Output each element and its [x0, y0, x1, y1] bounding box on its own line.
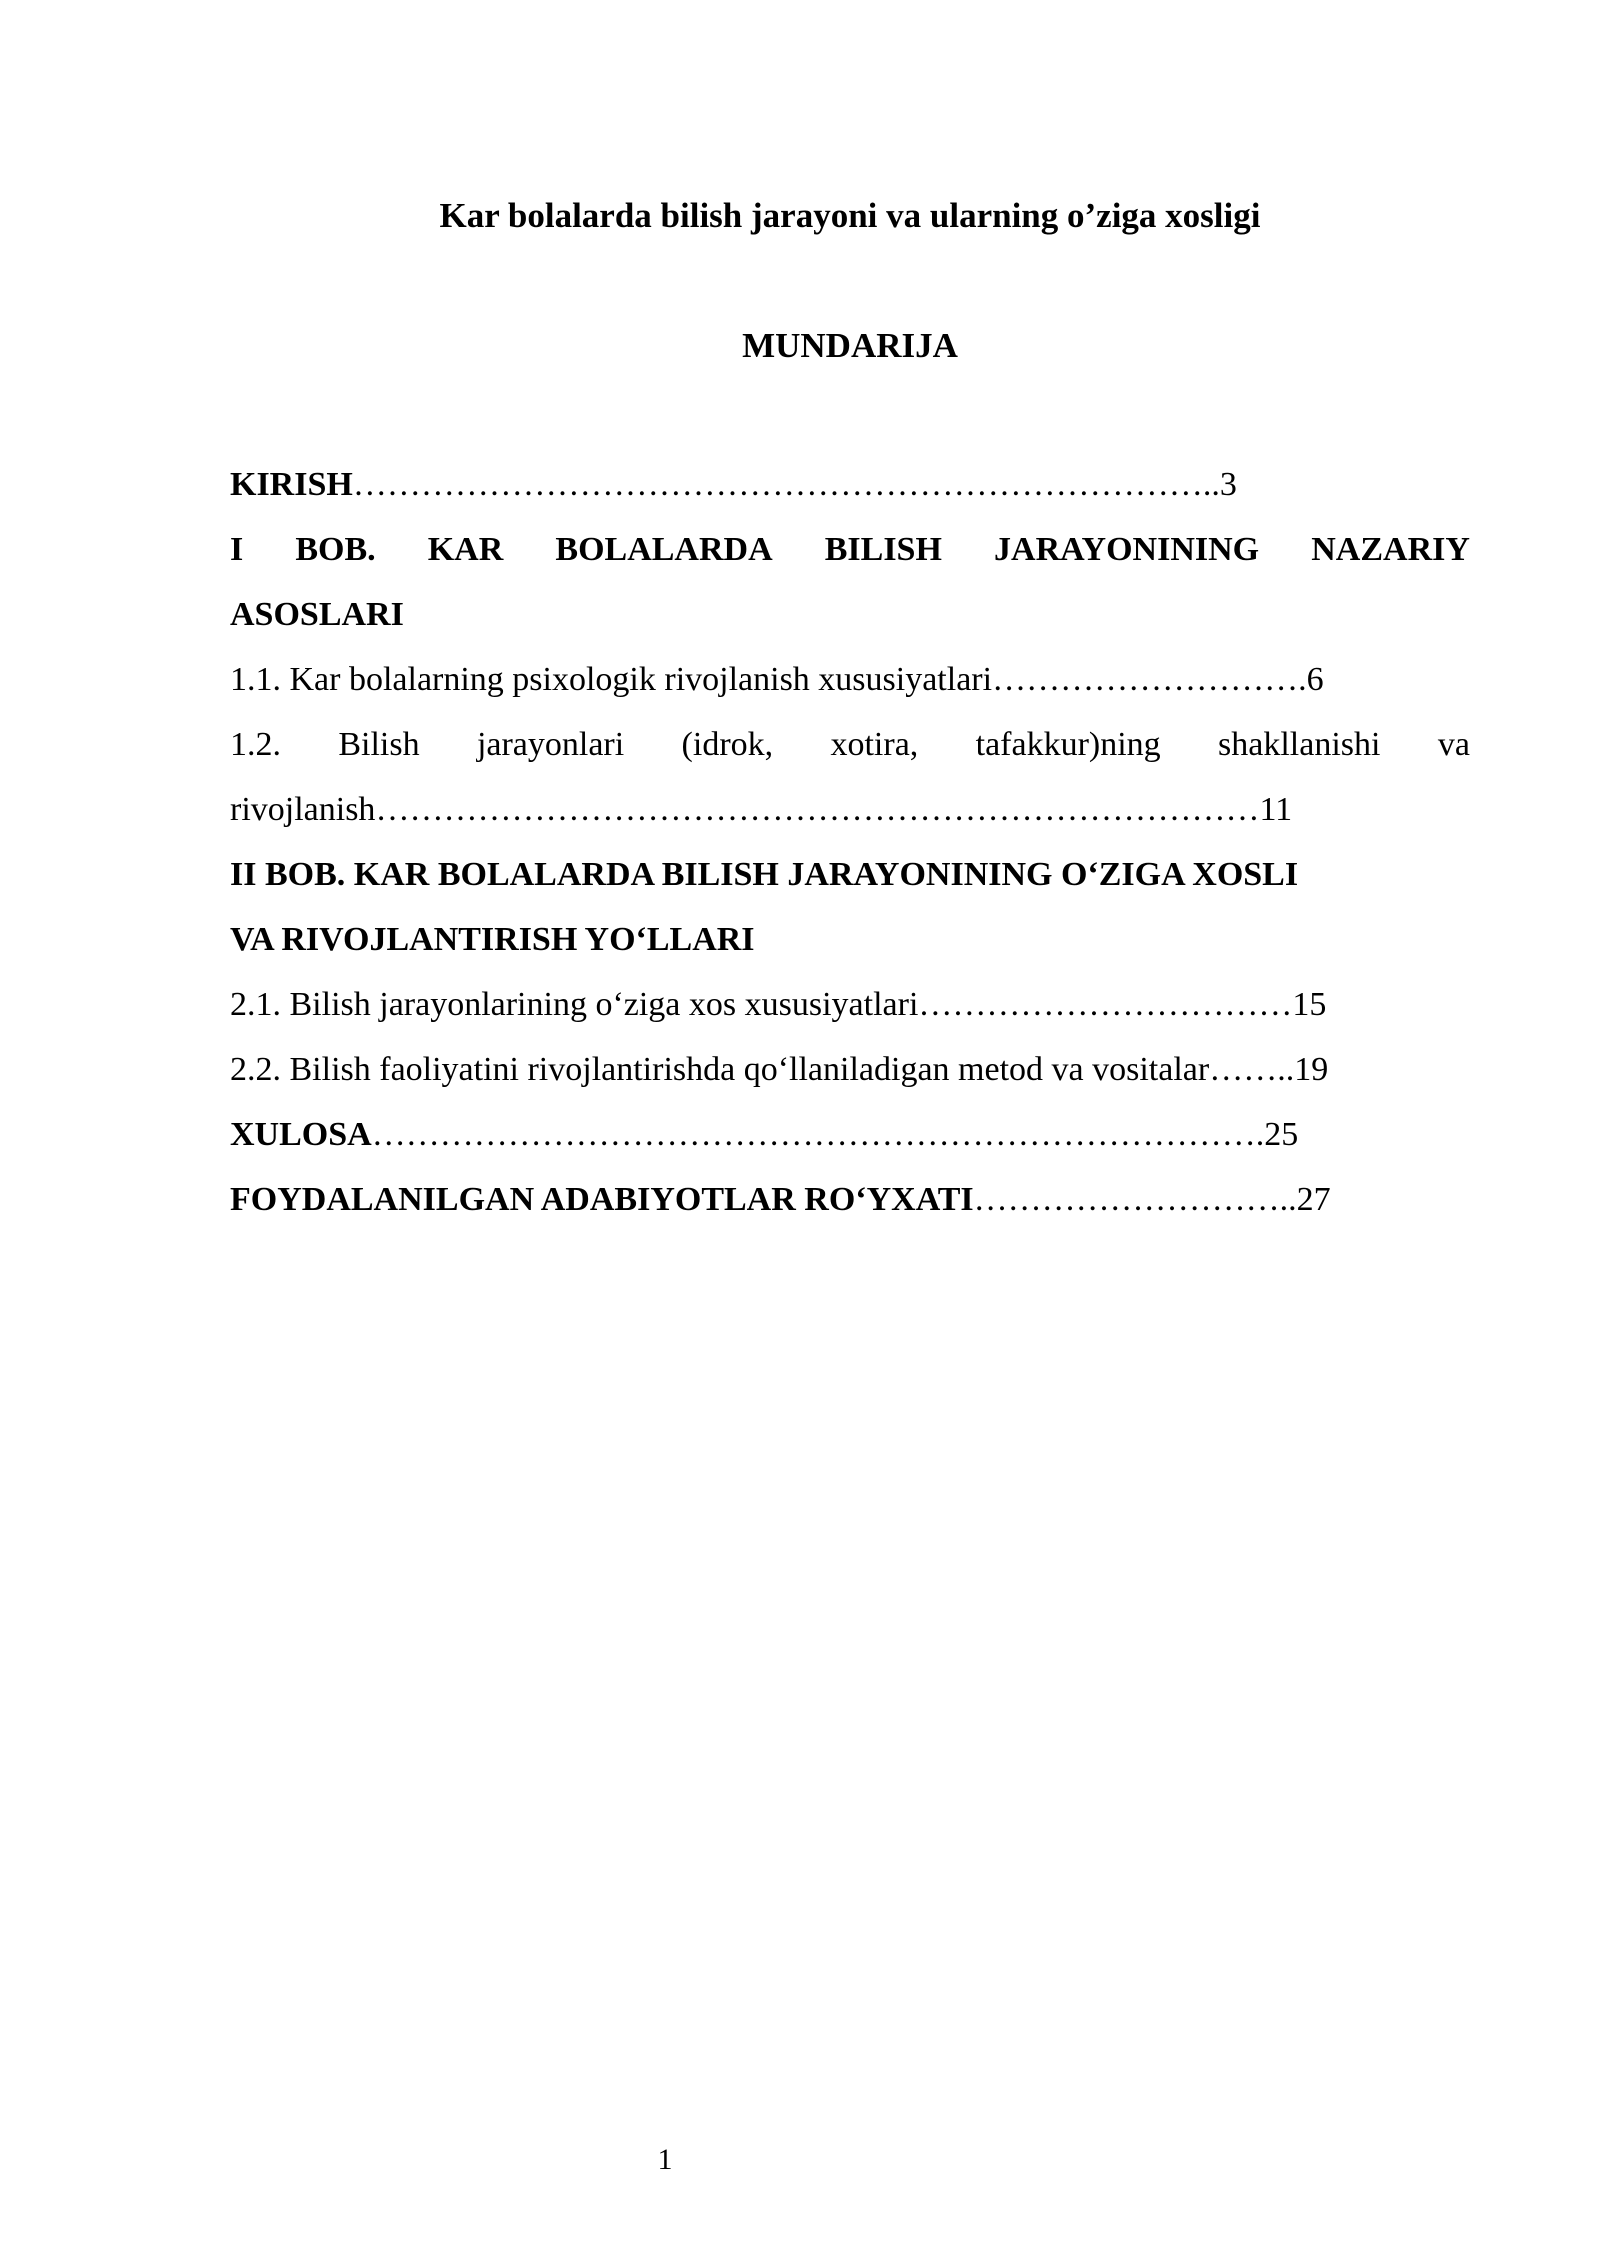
toc-leader-dots: ……………………………	[918, 986, 1293, 1023]
toc-entry-section-2-1[interactable]	[230, 972, 1470, 1037]
toc-leader-dots: ……………………….	[992, 661, 1307, 698]
toc-entry-chapter-2-continued[interactable]	[230, 907, 1470, 972]
toc-entry-section-1-2-continued[interactable]	[230, 777, 1470, 842]
toc-word: tafakkur)ning	[975, 726, 1161, 763]
toc-entry-section-1-1[interactable]	[230, 647, 1470, 712]
toc-entry-section-1-2[interactable]	[230, 712, 1470, 777]
toc-word: 1.2.	[230, 726, 281, 763]
toc-page-number: 6	[1306, 661, 1324, 698]
toc-word: BILISH	[824, 531, 942, 568]
toc-entry-section-2-2[interactable]	[230, 1037, 1470, 1102]
toc-word: BOB.	[295, 531, 376, 568]
toc-entry-label: 1.1. Kar bolalarning psixologik rivojlanish xususiyatlari	[230, 661, 993, 698]
toc-word: I	[230, 531, 244, 568]
toc-entry-chapter-1-continued[interactable]	[230, 582, 1470, 647]
toc-word: (idrok,	[681, 726, 774, 763]
toc-leader-dots: ……………………………………………………………………	[375, 791, 1260, 828]
toc-entry-references[interactable]	[230, 1167, 1470, 1232]
table-of-contents	[230, 452, 1470, 1232]
toc-page-number: 15	[1292, 986, 1327, 1023]
toc-page-number: 11	[1259, 791, 1293, 828]
toc-heading: MUNDARIJA	[742, 326, 958, 365]
toc-word: JARAYONINING	[994, 531, 1260, 568]
toc-entry-label: 2.2. Bilish faoliyatini rivojlantirishda qo‘llaniladigan metod va vositalar	[230, 1051, 1210, 1088]
toc-page-number: 3	[1219, 466, 1237, 503]
toc-entry-label: KIRISH	[230, 466, 353, 503]
toc-word: shakllanishi	[1218, 726, 1381, 763]
toc-word: KAR	[427, 531, 504, 568]
toc-leader-dots: ……..	[1209, 1051, 1295, 1088]
document-title: Kar bolalarda bilish jarayoni va ularning o’ziga xosligi	[439, 196, 1261, 235]
toc-page-number: 27	[1296, 1181, 1331, 1218]
toc-entry-chapter-2[interactable]	[230, 842, 1470, 907]
toc-page-number: 25	[1264, 1116, 1299, 1153]
page-number-footer: 1	[657, 2143, 673, 2176]
toc-entry-label: rivojlanish	[230, 791, 376, 828]
toc-leader-dots: …………………………………………………………………..	[352, 466, 1220, 503]
toc-entry-xulosa[interactable]	[230, 1102, 1470, 1167]
toc-entry-kirish[interactable]	[230, 452, 1470, 517]
toc-entry-label: FOYDALANILGAN ADABIYOTLAR RO‘YXATI	[230, 1181, 974, 1218]
toc-entry-label: VA RIVOJLANTIRISH YO‘LLARI	[230, 921, 755, 958]
toc-leader-dots: …………………………………………………………………….	[371, 1116, 1265, 1153]
toc-word: jarayonlari	[476, 726, 625, 763]
toc-entry-label: II BOB. KAR BOLALARDA BILISH JARAYONINING O‘ZIGA XOSLI	[230, 856, 1299, 893]
toc-word: BOLALARDA	[555, 531, 773, 568]
toc-word: NAZARIY	[1311, 531, 1470, 568]
toc-leader-dots: ………………………..	[973, 1181, 1297, 1218]
toc-word: va	[1437, 726, 1470, 763]
toc-page-number: 19	[1294, 1051, 1329, 1088]
toc-entry-label: ASOSLARI	[230, 596, 404, 633]
toc-entry-label: XULOSA	[230, 1116, 372, 1153]
toc-entry-label: 2.1. Bilish jarayonlarining o‘ziga xos xususiyatlari	[230, 986, 919, 1023]
toc-entry-chapter-1[interactable]	[230, 517, 1470, 582]
toc-word: Bilish	[338, 726, 420, 763]
toc-word: xotira,	[830, 726, 919, 763]
